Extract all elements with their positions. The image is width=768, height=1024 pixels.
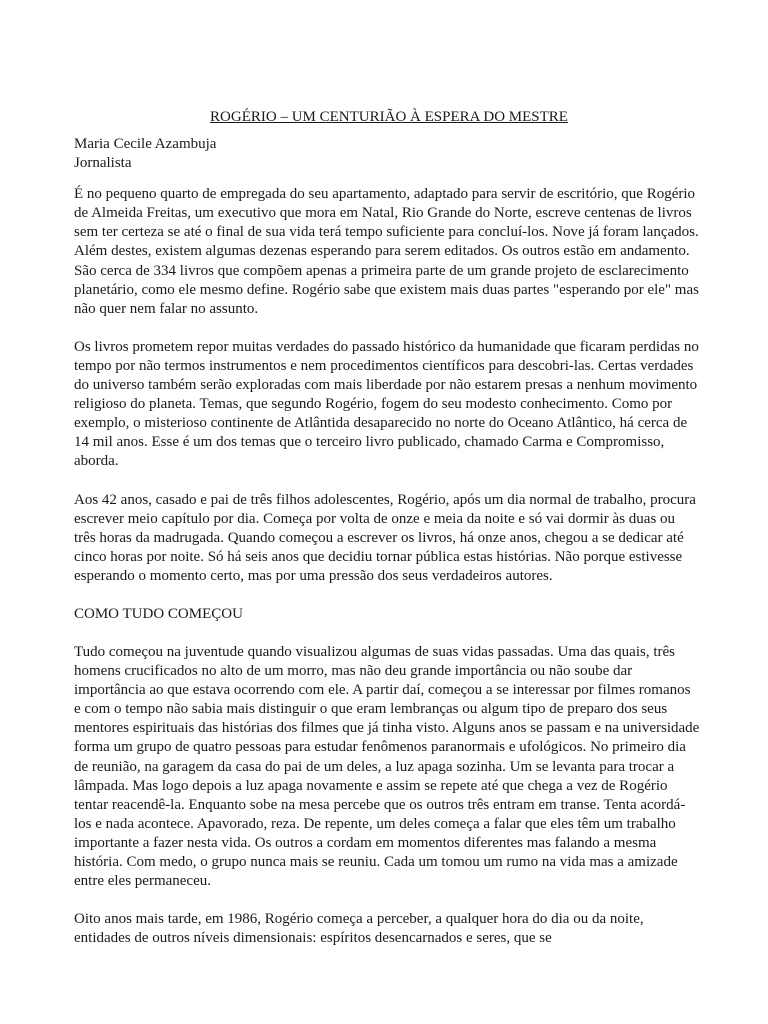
paragraph-intro: É no pequeno quarto de empregada do seu apartamento, adaptado para servir de escritório, que Rogério de Almeida Freitas, um executivo que mora em Natal, Rio Grande do Norte, escreve centenas de livros sem ter certeza se até o final de sua vida terá tempo suficiente para concluí-los. Nove já foram lançados. Além destes, existem algumas dezenas esperando para serem editados. Os outros estão em andamento. São cerca de 334 livros que compõem apenas a primeira parte de um grande projeto de esclarecimento planetário, como ele mesmo define. Rogério sabe que existem mais duas partes "esperando por ele" mas não quer nem falar no assunto.	[74, 186, 699, 317]
document-title: ROGÉRIO – UM CENTURIÃO À ESPERA DO MESTRE	[210, 109, 568, 125]
author-block	[74, 135, 700, 173]
document-page	[74, 108, 700, 967]
paragraph-routine: Aos 42 anos, casado e pai de três filhos adolescentes, Rogério, após um dia normal de trabalho, procura escrever meio capítulo por dia. Começa por volta de onze e meia da noite e só vai dormir às duas ou três horas da madrugada. Quando começou a escrever os livros, há onze anos, chegou a se dedicar até cinco horas por noite. Só há seis anos que decidiu tornar pública estas histórias. Não porque estivesse esperando o momento certo, mas por uma pressão dos seus verdadeiros autores.	[74, 491, 696, 584]
section-heading: COMO TUDO COMEÇOU	[74, 605, 243, 622]
paragraph-1986: Oito anos mais tarde, em 1986, Rogério começa a perceber, a qualquer hora do dia ou da noite, entidades de outros níveis dimensionais: espíritos desencarnados e seres, que se	[74, 911, 644, 947]
paragraph-beginning: Tudo começou na juventude quando visualizou algumas de suas vidas passadas. Uma das quais, três homens crucificados no alto de um morro, mas não deu grande importância ou não soube dar importância ao que estava ocorrendo com ele. A partir daí, começou a se interessar por filmes romanos e com o tempo não sabia mais distinguir o que eram lembranças ou algum tipo de preparo dos seus mentores espirituais das histórias dos filmes que já tinha visto. Alguns anos se passam e na universidade forma um grupo de quatro pessoas para estudar fenômenos paranormais e ufológicos. No primeiro dia de reunião, na garagem da casa do pai de um deles, a luz apaga sozinha. Um se levanta para trocar a lâmpada. Mas logo depois a luz apaga novamente e assim se repete até que chega a vez de Rogério tentar reacendê-la. Enquanto sobe na mesa percebe que os outros três entram em transe. Tenta acordá-los e nada acontece. Apavorado, reza. De repente, um deles começa a falar que eles têm um trabalho importante a fazer nesta vida. Os outros a cordam em momentos diferentes mas falando a mesma história. Com medo, o grupo nunca mais se reuniu. Cada um tomou um rumo na vida mas a amizade entre eles permaneceu.	[74, 643, 700, 890]
author-role: Jornalista	[74, 155, 132, 172]
paragraph-books: Os livros prometem repor muitas verdades do passado histórico da humanidade que ficaram perdidas no tempo por não termos instrumentos e nem procedimentos científicos para descobri-las. Certas verdades do universo também serão exploradas com mais liberdade por não estarem presas a nenhum movimento religioso do planeta. Temas, que segundo Rogério, fogem do seu modesto conhecimento. Como por exemplo, o misterioso continente de Atlântida desaparecido no norte do Oceano Atlântico, há cerca de 14 mil anos. Esse é um dos temas que o terceiro livro publicado, chamado Carma e Compromisso, aborda.	[74, 338, 699, 470]
author-name: Maria Cecile Azambuja	[74, 136, 217, 152]
